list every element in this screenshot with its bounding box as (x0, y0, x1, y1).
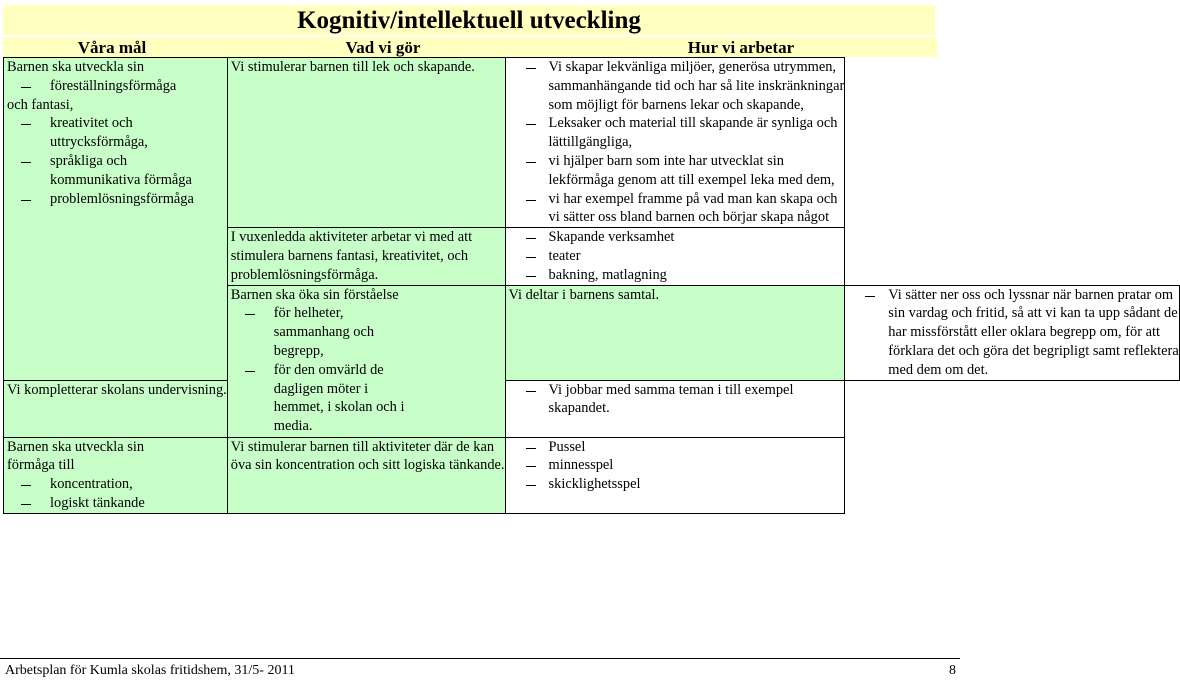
header-how: Hur vi arbetar (687, 38, 795, 57)
how-item: vi har exempel framme på vad man kan skapa och vi sätter oss bland barnen och börjar skapa något (509, 190, 845, 228)
goals-block-1 (4, 58, 228, 381)
goal-item: kreativitet och uttrycksförmåga, (7, 114, 227, 152)
goals-block-3 (4, 437, 228, 513)
goal-item: problemlösningsförmåga (7, 190, 227, 209)
footer-text: Arbetsplan för Kumla skolas fritidshem, 31/5- 2011 (5, 663, 295, 678)
goal-item: logiskt tänkande (7, 494, 227, 513)
goal-intro: Barnen ska öka sin förståelse (230, 286, 399, 303)
what-e: Vi stimulerar barnen till aktiviteter där de kan öva sin koncentration och sitt logiska tänkande. (227, 437, 505, 513)
how-item: Vi sätter ner oss och lyssnar när barnen pratar om sin vardag och fritid, så att vi kan ta upp sådant de har missförstått eller oklara begrepp om, för att förklara det och göra det begripligt samt reflektera med dem om det. (848, 286, 1178, 380)
how-e (505, 437, 845, 513)
how-item: Skapande verksamhet (509, 228, 845, 247)
what-a: Vi stimulerar barnen till lek och skapande. (227, 58, 505, 228)
goals-block-2 (227, 285, 505, 437)
page-number: 8 (949, 663, 956, 678)
how-item: bakning, matlagning (509, 266, 845, 285)
goal-item: språkliga och kommunikativa förmåga (7, 152, 227, 190)
goal-item: för den omvärld de dagligen möter i hemmet, i skolan och i media. (231, 361, 505, 436)
how-b (505, 228, 845, 285)
goal-intro: Barnen ska utveckla sin (7, 59, 145, 75)
goal-item: koncentration, (7, 475, 227, 494)
column-headers (3, 37, 937, 57)
plan-table (3, 57, 1180, 514)
how-d (505, 380, 845, 437)
what-b: I vuxenledda aktiviteter arbetar vi med att stimulera barnens fantasi, kreativitet, och problemlösningsförmåga. (227, 228, 505, 285)
how-item: Vi skapar lekvänliga miljöer, generösa utrymmen, sammanhängande tid och har så lite inskränkningar som möjligt för barnens lekar och skapande, (509, 58, 845, 114)
how-c (845, 285, 1179, 380)
header-goals: Våra mål (77, 38, 147, 57)
how-item: vi hjälper barn som inte har utvecklat sin lekförmåga genom att till exempel leka med dem, (509, 152, 845, 190)
how-item: Leksaker och material till skapande är synliga och lättillgängliga, (509, 114, 845, 152)
goal-item: för helheter, sammanhang och begrepp, (231, 304, 505, 360)
how-item: teater (509, 247, 845, 266)
goal-intro: Barnen ska utveckla sin (7, 438, 145, 455)
what-c: Vi deltar i barnens samtal. (505, 285, 845, 380)
how-item: Pussel (509, 438, 845, 457)
goal-item: föreställningsförmåga och fantasi, (7, 77, 227, 115)
how-item: minnesspel (509, 456, 845, 475)
header-what: Vad vi gör (345, 38, 421, 57)
how-item: skicklighetsspel (509, 475, 845, 494)
how-item: Vi jobbar med samma teman i till exempel skapandet. (509, 381, 845, 419)
how-a (505, 58, 845, 228)
goal-intro: förmåga till (7, 457, 75, 474)
what-d: Vi kompletterar skolans undervisning. (4, 380, 228, 437)
footer-divider (0, 658, 960, 659)
page-title: Kognitiv/intellektuell utveckling (3, 5, 935, 35)
